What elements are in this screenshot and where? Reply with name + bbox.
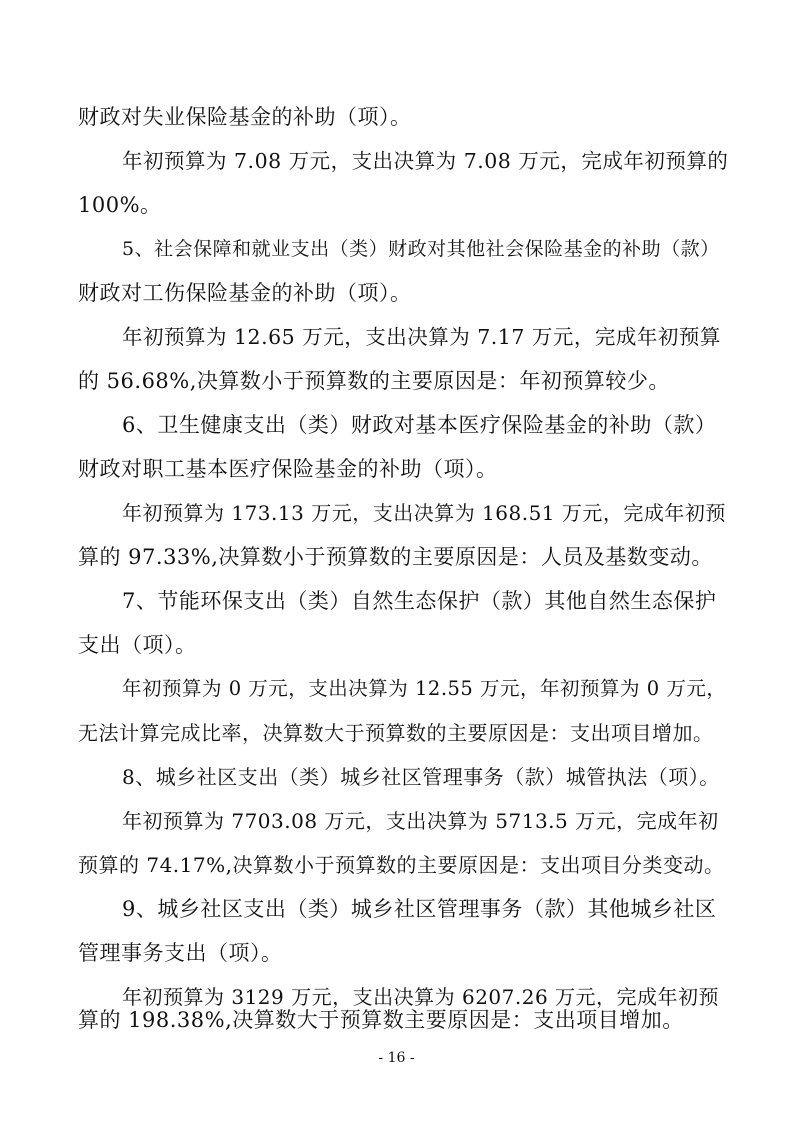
text-line: 支出（项）。 — [78, 633, 197, 657]
text-line: 6、卫生健康支出（类）财政对基本医疗保险基金的补助（款） — [122, 413, 717, 437]
page-number: - 16 - — [378, 1050, 415, 1066]
text-line: 8、城乡社区支出（类）城乡社区管理事务（款）城管执法（项）。 — [122, 765, 720, 789]
text-line: 年初预算为 12.65 万元，支出决算为 7.17 万元，完成年初预算 — [122, 325, 721, 349]
text-line: 年初预算为 3129 万元，支出决算为 6207.26 万元，完成年初预 — [122, 985, 720, 1009]
text-line: 管理事务支出（项）。 — [78, 941, 283, 965]
text-line: 9、城乡社区支出（类）城乡社区管理事务（款）其他城乡社区 — [122, 897, 717, 921]
text-line: 的 56.68%,决算数小于预算数的主要原因是：年初预算较少。 — [78, 369, 670, 393]
text-line: 年初预算为 0 万元，支出决算为 12.55 万元，年初预算为 0 万元， — [122, 677, 727, 700]
text-line: 年初预算为 173.13 万元，支出决算为 168.51 万元，完成年初预 — [122, 501, 726, 525]
text-line: 5、社会保障和就业支出（类）财政对其他社会保险基金的补助（款） — [122, 238, 720, 260]
text-line: 算的 97.33%,决算数小于预算数的主要原因是：人员及基数变动。 — [78, 545, 713, 569]
text-line: 财政对职工基本医疗保险基金的补助（项）。 — [78, 457, 498, 481]
text-line: 100%。 — [78, 193, 162, 217]
text-line: 无法计算完成比率，决算数大于预算数的主要原因是：支出项目增加。 — [78, 721, 714, 745]
text-line: 财政对失业保险基金的补助（项）。 — [78, 105, 412, 129]
text-line: 算的 198.38%,决算数大于预算数主要原因是：支出项目增加。 — [78, 1008, 684, 1032]
text-line: 年初预算为 7703.08 万元，支出决算为 5713.5 万元，完成年初 — [122, 809, 719, 833]
text-line: 预算的 74.17%,决算数小于预算数的主要原因是：支出项目分类变动。 — [78, 853, 725, 877]
text-line: 年初预算为 7.08 万元，支出决算为 7.08 万元，完成年初预算的 — [122, 149, 729, 173]
text-line: 财政对工伤保险基金的补助（项）。 — [78, 281, 412, 305]
text-line: 7、节能环保支出（类）自然生态保护（款）其他自然生态保护 — [122, 589, 717, 613]
